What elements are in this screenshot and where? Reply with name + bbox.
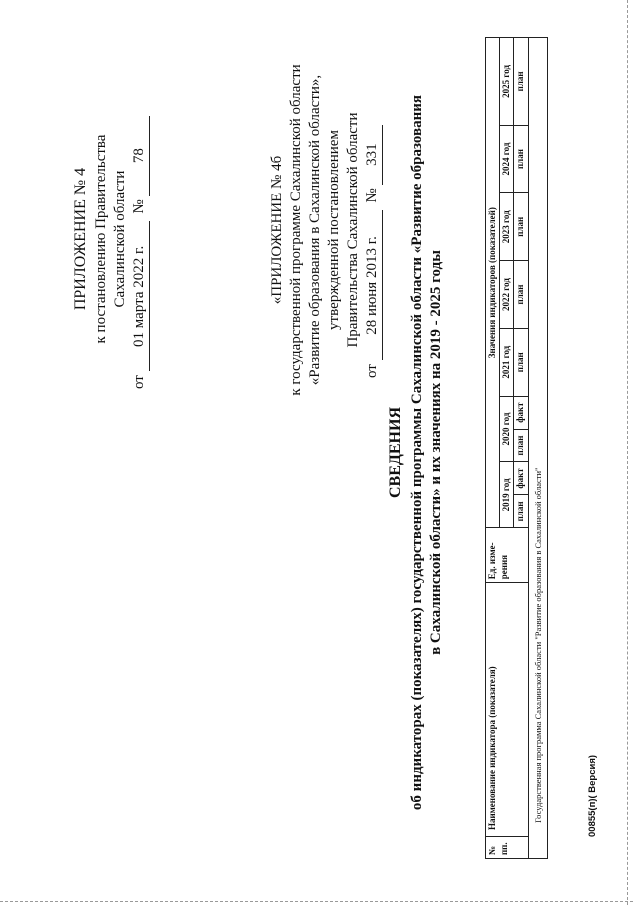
sub-2022-plan: план — [514, 261, 529, 329]
document-heading — [386, 0, 446, 905]
col-number-header: № пп. — [486, 837, 529, 859]
appendix-4b-line2: «Развитие образования в Сахалинской области», — [307, 74, 323, 386]
sub-2023-plan: план — [514, 193, 529, 261]
appendix-4b-date-line — [363, 55, 383, 405]
sub-2024-plan: план — [514, 125, 529, 193]
sub-2021-plan: план — [514, 328, 529, 396]
year-2019: 2019 год — [500, 462, 514, 528]
sub-2019-plan: план — [514, 495, 529, 528]
appendix-4-title: ПРИЛОЖЕНИЕ № 4 — [72, 167, 89, 311]
appendix-4-number: 78 — [130, 116, 150, 196]
year-2021: 2021 год — [500, 328, 514, 396]
appendix-4b-line1: к государственной программе Сахалинской области — [288, 64, 304, 396]
appendix-4b-from-label: от — [364, 364, 380, 378]
year-2023: 2023 год — [500, 193, 514, 261]
year-2020: 2020 год — [500, 396, 514, 462]
year-2022: 2022 год — [500, 261, 514, 329]
appendix-4b-number: 331 — [363, 125, 383, 185]
appendix-4-no-label: № — [131, 199, 147, 214]
col-unit-header: Ед. изме- рения — [486, 528, 529, 583]
sub-2020-plan: план — [514, 429, 529, 462]
version-label: 00855(п)( Версия) — [587, 754, 598, 837]
appendix-4b-date: 28 июня 2013 г. — [363, 210, 383, 360]
col-name-header: Наименование индикатора (показателя) — [486, 583, 529, 837]
appendix-4b-line3: утвержденной постановлением — [326, 130, 342, 330]
col-values-header: Значения индикаторов (показателей) — [486, 38, 500, 528]
indicators-table — [485, 37, 548, 859]
appendix-4b-block — [268, 55, 383, 405]
appendix-4-block — [70, 89, 150, 389]
heading-title: СВЕДЕНИЯ — [387, 406, 404, 499]
year-2024: 2024 год — [500, 125, 514, 193]
appendix-4b-line4: Правительства Сахалинской области — [345, 112, 361, 348]
appendix-4b-title: «ПРИЛОЖЕНИЕ № 4б — [269, 155, 285, 305]
table-header-row-1 — [486, 38, 500, 859]
appendix-4-date: 01 марта 2022 г. — [130, 221, 150, 371]
appendix-4-line2: Сахалинской области — [112, 170, 128, 308]
sub-2019-fact: факт — [514, 462, 529, 495]
table-row — [529, 38, 548, 859]
heading-line2: в Сахалинской области» и их значениях на 2019 - 2025 годы — [428, 250, 444, 655]
appendix-4-date-line — [130, 89, 150, 389]
appendix-4b-no-label: № — [364, 188, 380, 203]
appendix-4-line1: к постановлению Правительства — [93, 134, 109, 344]
sub-2025-plan: план — [514, 38, 529, 126]
year-2025: 2025 год — [500, 38, 514, 126]
heading-line1: об индикаторах (показателях) государственной программы Сахалинской области «Развитие образования — [409, 94, 425, 811]
sub-2020-fact: факт — [514, 396, 529, 429]
appendix-4-from-label: от — [131, 375, 147, 389]
scan-edge-line — [0, 901, 633, 902]
program-row: Государственная программа Сахалинской области "Развитие образования в Сахалинской области" — [529, 38, 548, 859]
scan-edge-line — [627, 0, 628, 905]
